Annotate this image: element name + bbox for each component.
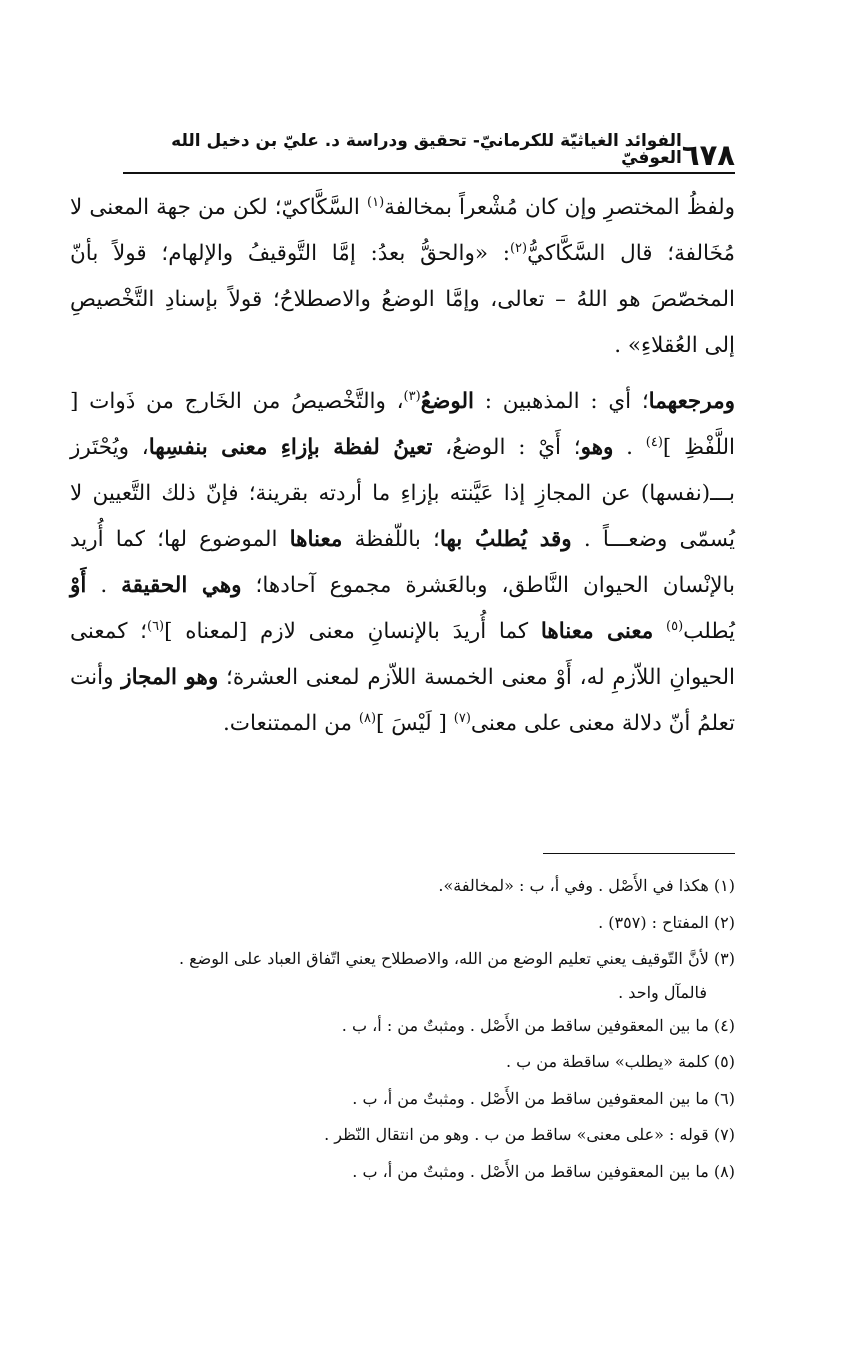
main-text <box>70 185 735 747</box>
keyword: وهو <box>580 435 614 460</box>
keyword: معنى معناها <box>540 619 654 644</box>
footnote-ref: (٢) <box>509 240 528 256</box>
footnote-5: (٥) كلمة «يطلب» ساقطة من ب . <box>505 1052 735 1071</box>
footnote-7: (٧) قوله : «على معنى» ساقط من ب . وهو من انتقال النّظر . <box>324 1125 735 1144</box>
text-run: السَّكَّاكيّ؛ لكن من جهة المعنى لا مُخَالفة؛ قال السَّكَّاكيُّ <box>70 195 735 266</box>
text-run: يُطلب <box>683 619 735 644</box>
text-run: كما أُريدَ بالإنسانِ معنى لازم [لمعناه ] <box>164 619 541 644</box>
text-run: ؛ باللّفظة <box>342 527 440 552</box>
paragraph-2 <box>70 379 735 747</box>
footnote-1: (١) هكذا في الأَصْل . وفي أ، ب : «لمخالفة». <box>438 876 735 895</box>
keyword: وقد يُطلبُ بها <box>439 527 572 552</box>
footnote-ref: (٨) <box>358 710 377 726</box>
text-run: : «والحقُّ بعدُ: إمَّا التَّوقيفُ والإلهام؛ قولاً بأنّ المخصّصَ هو اللهُ – تعالى، وإمَّا الوضعُ والاصطلاحُ؛ قولاً بإسنادِ التَّخْصيصِ إلى العُقلاءِ» . <box>70 241 735 358</box>
paragraph-1 <box>70 185 735 369</box>
footnote-3-continuation: فالمآل واحد . <box>618 982 707 1002</box>
footnote-6: (٦) ما بين المعقوفين ساقط من الأَصْل . ومثبتٌ من أ، ب . <box>352 1088 735 1108</box>
text-run: . <box>613 435 646 460</box>
running-title: الفوائد الغياثيّة للكرمانيّ- تحقيق ودراسة د. عليّ بن دخيل الله العوفيّ <box>171 131 682 168</box>
text-run: [ لَيْسَ ] <box>376 711 454 736</box>
footnotes <box>70 868 735 1190</box>
keyword: أَوْ <box>70 573 87 598</box>
text-run: ؛ كمعنى الحيوانِ اللاّزمِ له، أَوْ معنى الخمسة اللاّزم لمعنى العشرة؛ <box>70 619 735 690</box>
text-run: ؛ أي : المذهبين : <box>474 389 649 414</box>
footnote-ref: (٥) <box>666 618 684 634</box>
text-run: وأنت تعلمُ أنّ دلالة معنى على معنى <box>70 665 735 736</box>
footnote-ref: (٧) <box>453 710 471 726</box>
footnote-ref: (٣) <box>403 388 421 404</box>
page-header <box>123 118 735 170</box>
footnote-ref: (١) <box>367 194 385 210</box>
footnote-separator <box>543 853 735 854</box>
keyword: معناها <box>289 527 343 552</box>
text-run: ، والتَّخْصيصُ من الخَارج من ذَوات [ اللَّفْظِ ] <box>70 389 735 460</box>
header-rule <box>123 172 735 174</box>
page-number: ٦٧٨ <box>681 138 735 172</box>
text-run: ، ويُحْتَرز بـــ(نفسها) عن المجازِ إذا عَيَّنته بإزاءِ ما أردته بقرينة؛ فإنّ ذلك التَّعيين لا يُسمّى وضعـــاً . <box>70 435 735 552</box>
footnote-2: (٢) المفتاح : (٣٥٧) . <box>598 912 735 932</box>
text-run: ولفظُ المختصرِ وإن كان مُشْعراً بمخالفة <box>384 195 735 220</box>
text-run: من الممتنعات. <box>222 711 359 736</box>
footnote-ref: (٦) <box>146 618 165 634</box>
footnote-ref: (٤) <box>645 434 663 450</box>
text-run: ؛ أَيْ : الوضعُ، <box>432 435 581 460</box>
keyword: ومرجعهما <box>648 389 735 414</box>
footnote-3: (٣) لأنَّ التّوقيف يعني تعليم الوضع من الله، والاصطلاح يعني اتّفاق العباد على الوضع . <box>178 949 735 968</box>
footnote-8: (٨) ما بين المعقوفين ساقط من الأَصْل . ومثبتٌ من أ، ب . <box>352 1161 735 1181</box>
keyword: وهي الحقيقة <box>121 573 242 598</box>
text-run: الموضوع لها؛ كما أُريد بالإنْسان الحيوان النَّاطق، وبالعَشرة مجموع آحادها؛ <box>70 527 735 598</box>
footnote-4: (٤) ما بين المعقوفين ساقط من الأَصْل . ومثبتٌ من : أ، ب . <box>341 1015 735 1035</box>
keyword: الوضعُ <box>420 389 475 414</box>
text-run <box>653 619 666 644</box>
keyword: تعينُ لفظة بإزاءِ معنى بنفسِها <box>148 435 433 460</box>
keyword: وهو المجاز <box>121 665 219 690</box>
text-run: . <box>86 573 122 598</box>
